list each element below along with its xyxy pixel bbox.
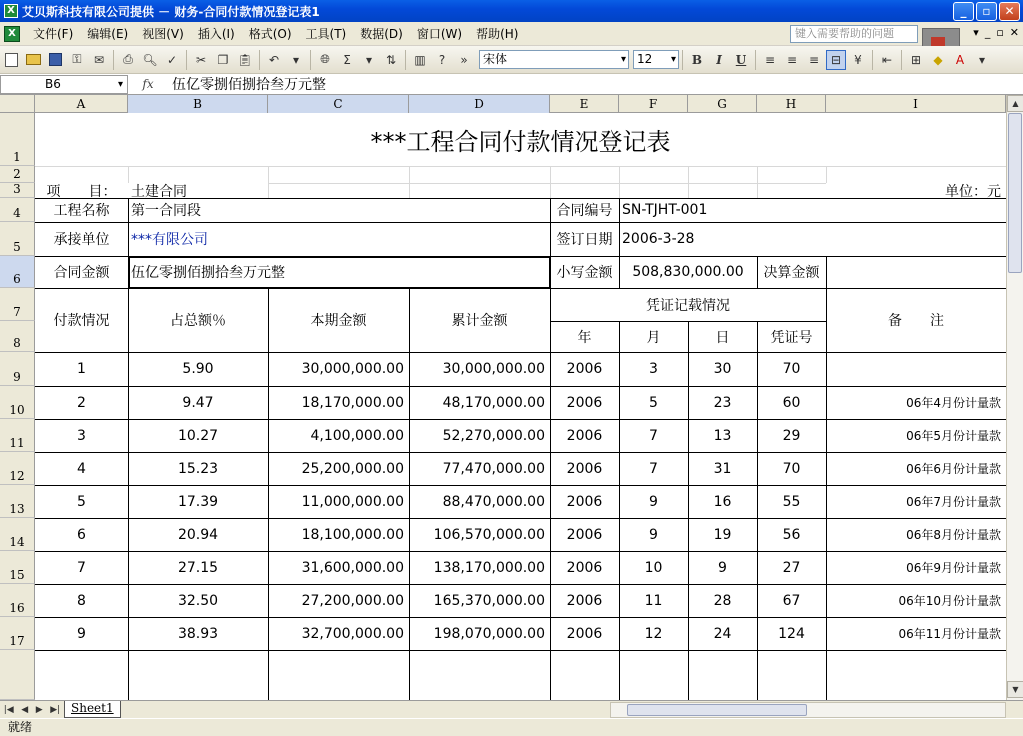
settle-amount-label[interactable]: 决算金额 [757, 256, 826, 288]
window-title: 艾贝斯科技有限公司提供 － 财务-合同付款情况登记表1 [22, 4, 320, 19]
current-amount-cell[interactable]: 18,100,000.00 [268, 518, 409, 551]
month-cell[interactable]: 3 [619, 352, 688, 386]
voucher-no-cell[interactable]: 70 [757, 452, 826, 485]
cumulative-amount-cell[interactable]: 138,170,000.00 [409, 551, 550, 584]
help-icon[interactable]: ? [438, 52, 446, 67]
day-cell[interactable]: 16 [688, 485, 757, 518]
current-amount-cell[interactable]: 31,600,000.00 [268, 551, 409, 584]
currency-icon[interactable]: ¥ [854, 52, 862, 67]
row-header-6[interactable]: 6 [0, 256, 35, 288]
payment-no[interactable]: 2 [35, 386, 128, 419]
percent-cell[interactable]: 15.23 [128, 452, 268, 485]
header-year[interactable]: 年 [550, 321, 619, 352]
percent-cell[interactable]: 9.47 [128, 386, 268, 419]
remark-cell[interactable]: 06年9月份计量款 [826, 551, 1006, 584]
prev-sheet-icon[interactable]: ◀ [21, 704, 29, 715]
column-header-g[interactable]: G [688, 95, 757, 113]
title-bar [0, 0, 1023, 22]
current-amount-cell[interactable]: 11,000,000.00 [268, 485, 409, 518]
day-cell[interactable]: 28 [688, 584, 757, 617]
current-amount-cell[interactable]: 30,000,000.00 [268, 352, 409, 386]
remark-cell[interactable]: 06年11月份计量款 [826, 617, 1006, 650]
close-button[interactable]: ✕ [999, 2, 1020, 21]
sheet-tab-bar [0, 700, 1023, 718]
header-current[interactable]: 本期金额 [268, 288, 409, 352]
copy-icon[interactable]: ❐ [217, 52, 229, 67]
month-cell[interactable]: 9 [619, 518, 688, 551]
menu-help[interactable]: 帮助(H) [476, 27, 519, 41]
row-header-9[interactable]: 9 [0, 352, 35, 386]
project-value[interactable]: 土建合同 [128, 183, 268, 198]
font-color-dropdown-icon[interactable]: ▾ [978, 52, 986, 67]
header-day[interactable]: 日 [688, 321, 757, 352]
select-all-button[interactable] [0, 95, 35, 113]
row-header-1[interactable]: 1 [0, 113, 35, 166]
voucher-no-cell[interactable]: 124 [757, 617, 826, 650]
cumulative-amount-cell[interactable]: 48,170,000.00 [409, 386, 550, 419]
current-amount-cell[interactable]: 4,100,000.00 [268, 419, 409, 452]
day-cell[interactable]: 19 [688, 518, 757, 551]
row-header-7[interactable]: 7 [0, 288, 35, 321]
vertical-scroll-thumb[interactable] [1008, 113, 1022, 273]
horizontal-scrollbar[interactable] [610, 702, 1006, 718]
row-header-17[interactable]: 17 [0, 617, 35, 650]
row-header-12[interactable]: 12 [0, 452, 35, 485]
paste-icon[interactable]: 📋︎ [237, 52, 253, 67]
menu-bar [0, 22, 1023, 46]
voucher-no-cell[interactable]: 67 [757, 584, 826, 617]
insert-function-icon[interactable]: fx [142, 77, 154, 91]
column-header-h[interactable]: H [757, 95, 826, 113]
contract-no-value[interactable]: SN-TJHT-001 [619, 198, 1006, 222]
scroll-down-icon[interactable]: ▼ [1007, 681, 1023, 698]
menu-tools[interactable]: 工具(T) [305, 27, 347, 41]
workbook-minimize-icon[interactable]: ▾ [973, 26, 979, 39]
percent-cell[interactable]: 27.15 [128, 551, 268, 584]
voucher-no-cell[interactable]: 27 [757, 551, 826, 584]
header-cumulative[interactable]: 累计金额 [409, 288, 550, 352]
menu-insert[interactable]: 插入(I) [197, 27, 235, 41]
remark-cell[interactable]: 06年4月份计量款 [826, 386, 1006, 419]
cumulative-amount-cell[interactable]: 198,070,000.00 [409, 617, 550, 650]
voucher-no-cell[interactable]: 56 [757, 518, 826, 551]
merge-center-icon[interactable]: ⊟ [826, 50, 846, 70]
year-cell[interactable]: 2006 [550, 551, 619, 584]
day-cell[interactable]: 23 [688, 386, 757, 419]
new-icon[interactable] [1, 50, 21, 70]
window-controls [953, 2, 1020, 21]
day-cell[interactable]: 24 [688, 617, 757, 650]
year-cell[interactable]: 2006 [550, 386, 619, 419]
decrease-indent-icon[interactable]: ⇤ [881, 52, 893, 67]
day-cell[interactable]: 31 [688, 452, 757, 485]
project-name-label[interactable]: 工程名称 [35, 198, 128, 222]
vertical-scrollbar[interactable] [1006, 95, 1023, 700]
contractor-value[interactable]: ***有限公司 [128, 222, 550, 256]
payment-no[interactable]: 1 [35, 352, 128, 386]
payment-no[interactable]: 4 [35, 452, 128, 485]
payment-no[interactable]: 8 [35, 584, 128, 617]
print-icon[interactable]: ⎙ [123, 52, 133, 66]
row-header-14[interactable]: 14 [0, 518, 35, 551]
font-color-icon[interactable]: A [955, 52, 965, 67]
undo-dropdown-icon[interactable]: ▾ [292, 52, 300, 67]
print-preview-icon[interactable]: 🔍︎ [142, 52, 158, 67]
column-header-i[interactable]: I [826, 95, 1006, 113]
day-cell[interactable]: 9 [688, 551, 757, 584]
project-label[interactable]: 项 目： [35, 183, 128, 198]
row-header-2[interactable]: 2 [0, 166, 35, 183]
help-search-input[interactable]: 键入需要帮助的问题 [790, 25, 918, 43]
month-cell[interactable]: 10 [619, 551, 688, 584]
voucher-no-cell[interactable]: 70 [757, 352, 826, 386]
sheet-title[interactable]: ***工程合同付款情况登记表 [35, 113, 1006, 166]
minimize-button[interactable]: _ [953, 2, 974, 21]
fill-color-icon[interactable]: ◆ [933, 52, 943, 67]
excel-icon[interactable]: X [4, 4, 18, 18]
contract-no-label[interactable]: 合同编号 [550, 198, 619, 222]
row-header-13[interactable]: 13 [0, 485, 35, 518]
header-remark[interactable]: 备 注 [826, 288, 1006, 352]
year-cell[interactable]: 2006 [550, 617, 619, 650]
align-right-icon[interactable]: ≡ [808, 52, 820, 67]
percent-cell[interactable]: 32.50 [128, 584, 268, 617]
settle-amount-value[interactable] [826, 256, 1006, 288]
amount-value-cell[interactable]: 伍亿零捌佰捌拾叁万元整 [128, 256, 550, 288]
remark-cell[interactable]: 06年10月份计量款 [826, 584, 1006, 617]
percent-cell[interactable]: 10.27 [128, 419, 268, 452]
formula-input[interactable]: 伍亿零捌佰捌拾叁万元整 [172, 77, 326, 93]
column-header-f[interactable]: F [619, 95, 688, 113]
amount-label[interactable]: 合同金额 [35, 256, 128, 288]
horizontal-scroll-thumb[interactable] [627, 704, 807, 716]
payment-no[interactable]: 7 [35, 551, 128, 584]
cut-icon[interactable]: ✂ [195, 52, 207, 67]
menu-window[interactable]: 窗口(W) [416, 27, 463, 41]
permission-icon[interactable]: ⚿ [72, 52, 82, 66]
save-icon[interactable] [45, 50, 65, 70]
voucher-no-cell[interactable]: 29 [757, 419, 826, 452]
year-cell[interactable]: 2006 [550, 352, 619, 386]
voucher-no-cell[interactable]: 55 [757, 485, 826, 518]
month-cell[interactable]: 5 [619, 386, 688, 419]
toolbar-options-icon[interactable]: » [460, 52, 468, 67]
month-cell[interactable]: 9 [619, 485, 688, 518]
year-cell[interactable]: 2006 [550, 452, 619, 485]
remark-cell[interactable]: 06年7月份计量款 [826, 485, 1006, 518]
unit-label[interactable]: 单位：元 [826, 183, 1006, 198]
name-box[interactable]: B6 ▾ [0, 75, 128, 94]
workbook-restore-button[interactable]: ▫ [996, 26, 1004, 39]
cumulative-amount-cell[interactable]: 106,570,000.00 [409, 518, 550, 551]
autosum-dropdown-icon[interactable]: ▾ [365, 52, 373, 67]
month-cell[interactable]: 7 [619, 452, 688, 485]
borders-icon[interactable]: ⊞ [910, 52, 922, 67]
column-header-b[interactable]: B [128, 95, 268, 113]
workbook-minimize-button[interactable]: _ [984, 26, 991, 39]
year-cell[interactable]: 2006 [550, 419, 619, 452]
open-icon[interactable] [23, 50, 43, 70]
month-cell[interactable]: 12 [619, 617, 688, 650]
column-header-a[interactable]: A [35, 95, 128, 113]
payment-no[interactable]: 3 [35, 419, 128, 452]
header-month[interactable]: 月 [619, 321, 688, 352]
status-bar: 就绪 [0, 718, 1023, 735]
cumulative-amount-cell[interactable]: 165,370,000.00 [409, 584, 550, 617]
remark-cell[interactable]: 06年5月份计量款 [826, 419, 1006, 452]
day-cell[interactable]: 13 [688, 419, 757, 452]
row-header-10[interactable]: 10 [0, 386, 35, 419]
header-voucher-no[interactable]: 凭证号 [757, 321, 826, 352]
column-header-e[interactable]: E [550, 95, 619, 113]
row-header-5[interactable]: 5 [0, 222, 35, 256]
chart-wizard-icon[interactable]: ▥ [414, 52, 426, 67]
sort-icon[interactable]: ⇅ [385, 52, 397, 67]
autosum-icon[interactable]: Σ [343, 52, 351, 67]
cumulative-amount-cell[interactable]: 88,470,000.00 [409, 485, 550, 518]
current-amount-cell[interactable]: 32,700,000.00 [268, 617, 409, 650]
remark-cell[interactable] [826, 352, 1006, 386]
sheet-nav [0, 705, 64, 715]
payment-no[interactable]: 6 [35, 518, 128, 551]
maximize-button[interactable]: ▫ [976, 2, 997, 21]
current-amount-cell[interactable]: 18,170,000.00 [268, 386, 409, 419]
column-header-c[interactable]: C [268, 95, 409, 113]
undo-icon[interactable]: ↶ [268, 52, 280, 67]
header-voucher[interactable]: 凭证记载情况 [550, 288, 826, 321]
voucher-no-cell[interactable]: 60 [757, 386, 826, 419]
email-icon[interactable]: ✉ [93, 52, 105, 67]
first-sheet-icon[interactable]: |◀ [3, 704, 14, 715]
font-size-select[interactable]: 12 ▾ [633, 50, 679, 69]
sign-date-value[interactable]: 2006-3-28 [619, 222, 1006, 256]
sign-date-label[interactable]: 签订日期 [550, 222, 619, 256]
cumulative-amount-cell[interactable]: 77,470,000.00 [409, 452, 550, 485]
payment-no[interactable]: 5 [35, 485, 128, 518]
next-sheet-icon[interactable]: ▶ [35, 704, 43, 715]
bold-button[interactable]: B [691, 52, 703, 67]
menu-file[interactable]: 文件(F) [33, 27, 74, 41]
percent-cell[interactable]: 38.93 [128, 617, 268, 650]
toolbar [0, 46, 1023, 74]
month-cell[interactable]: 7 [619, 419, 688, 452]
row-header-15[interactable]: 15 [0, 551, 35, 584]
partial-row[interactable] [35, 650, 1006, 700]
payment-no[interactable]: 9 [35, 617, 128, 650]
formula-bar [0, 74, 1023, 95]
current-amount-cell[interactable]: 25,200,000.00 [268, 452, 409, 485]
year-cell[interactable]: 2006 [550, 518, 619, 551]
small-amount-label[interactable]: 小写金额 [550, 256, 619, 288]
workbook-icon[interactable]: X [4, 26, 20, 42]
row-header-11[interactable]: 11 [0, 419, 35, 452]
header-percent[interactable]: 占总额％ [128, 288, 268, 352]
percent-cell[interactable]: 20.94 [128, 518, 268, 551]
year-cell[interactable]: 2006 [550, 485, 619, 518]
row-header-4[interactable]: 4 [0, 198, 35, 222]
underline-button[interactable]: U [735, 52, 747, 67]
align-center-icon[interactable]: ≡ [786, 52, 798, 67]
workbook-close-button[interactable]: ✕ [1009, 26, 1019, 39]
remark-cell[interactable]: 06年8月份计量款 [826, 518, 1006, 551]
scroll-up-icon[interactable]: ▲ [1007, 95, 1023, 112]
remark-cell[interactable]: 06年6月份计量款 [826, 452, 1006, 485]
contractor-label[interactable]: 承接单位 [35, 222, 128, 256]
worksheet-grid[interactable] [0, 95, 1006, 700]
menu-data[interactable]: 数据(D) [360, 27, 403, 41]
menu-edit[interactable]: 编辑(E) [87, 27, 129, 41]
active-cell-selection[interactable] [128, 256, 551, 289]
cumulative-amount-cell[interactable]: 52,270,000.00 [409, 419, 550, 452]
spelling-icon[interactable]: ✓ [166, 52, 178, 67]
row-header-partial[interactable] [0, 650, 35, 700]
font-name-select[interactable]: 宋体 ▾ [479, 50, 629, 69]
menu-format[interactable]: 格式(O) [248, 27, 292, 41]
header-payment[interactable]: 付款情况 [35, 288, 128, 352]
month-cell[interactable]: 11 [619, 584, 688, 617]
percent-cell[interactable]: 5.90 [128, 352, 268, 386]
row-header-16[interactable]: 16 [0, 584, 35, 617]
italic-button[interactable]: I [716, 52, 722, 67]
sheet-tab-sheet1[interactable]: Sheet1 [64, 701, 121, 718]
workbook-controls [973, 26, 1019, 39]
row-header-8[interactable]: 8 [0, 321, 35, 352]
percent-cell[interactable]: 17.39 [128, 485, 268, 518]
menu-view[interactable]: 视图(V) [142, 27, 184, 41]
current-amount-cell[interactable]: 27,200,000.00 [268, 584, 409, 617]
hyperlink-icon[interactable]: 🌐︎ [320, 52, 330, 66]
column-header-d[interactable]: D [409, 95, 550, 113]
year-cell[interactable]: 2006 [550, 584, 619, 617]
small-amount-value[interactable]: 508,830,000.00 [619, 256, 757, 288]
day-cell[interactable]: 30 [688, 352, 757, 386]
project-name-value[interactable]: 第一合同段 [128, 198, 550, 222]
last-sheet-icon[interactable]: ▶| [50, 704, 61, 715]
align-left-icon[interactable]: ≡ [764, 52, 776, 67]
row-header-3[interactable]: 3 [0, 183, 35, 198]
cumulative-amount-cell[interactable]: 30,000,000.00 [409, 352, 550, 386]
